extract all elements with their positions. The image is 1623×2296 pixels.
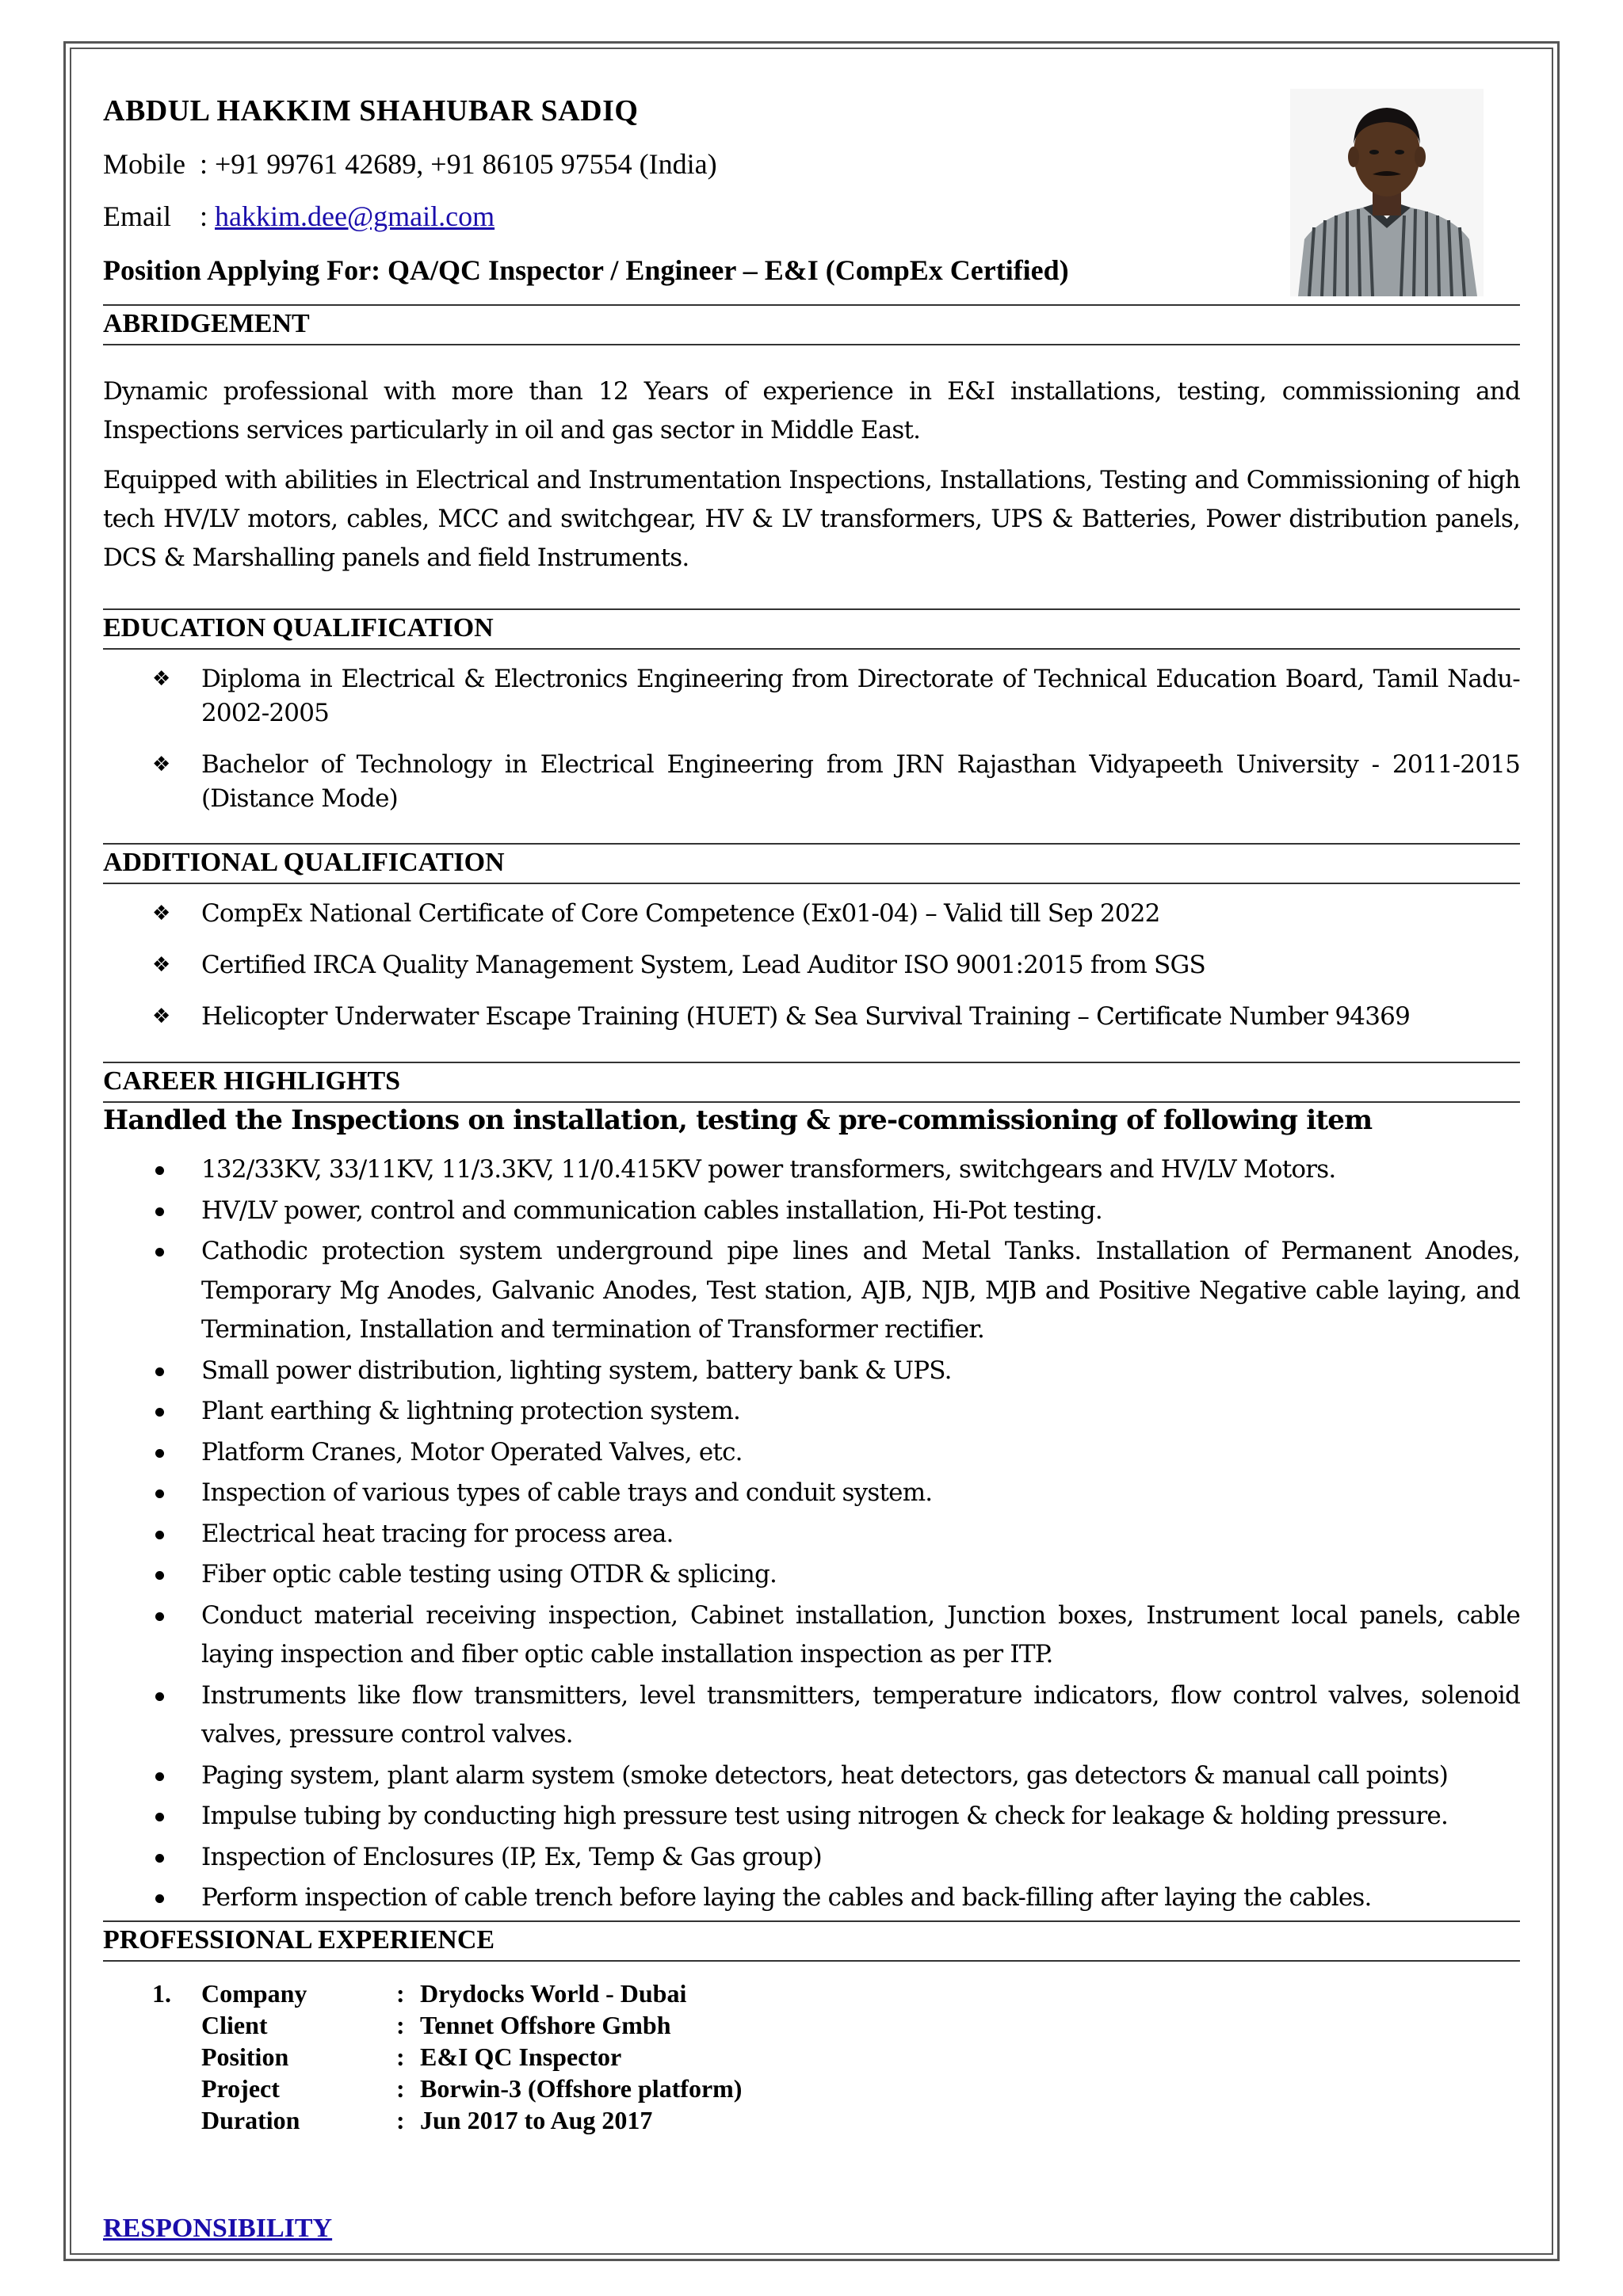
list-item: Inspection of Enclosures (IP, Ex, Temp & Gas group)	[103, 1838, 1520, 1878]
abridgement-paragraph-2: Equipped with abilities in Electrical and Instrumentation Inspections, Installations, Testing and Commissioning of high tech HV/LV motors, cables, MCC and switchgear, HV & LV transformers, UPS & Batteries, Power distribution panels, DCS & Marshalling panels and field Instruments.	[103, 466, 1520, 572]
list-item: ❖ Bachelor of Technology in Electrical Engineering from JRN Rajasthan Vidyapeeth University - 2011-2015 (Distance Mode)	[103, 748, 1520, 816]
additional-list	[103, 897, 1520, 1034]
divider	[103, 1062, 1520, 1063]
mobile-label: Mobile	[103, 148, 185, 180]
list-item: ❖ Diploma in Electrical & Electronics Engineering from Directorate of Technical Education Board, Tamil Nadu-2002-2005	[103, 662, 1520, 730]
section-title-education: EDUCATION QUALIFICATION	[103, 613, 494, 643]
divider	[103, 608, 1520, 610]
diamond-bullet-icon: ❖	[152, 902, 170, 925]
experience-row-duration: Duration : Jun 2017 to Aug 2017	[201, 2106, 653, 2134]
bullet-dot-icon	[155, 1489, 164, 1498]
email-colon: :	[200, 200, 208, 232]
list-item: ❖ Certified IRCA Quality Management System, Lead Auditor ISO 9001:2015 from SGS	[103, 948, 1520, 982]
list-item: Paging system, plant alarm system (smoke detectors, heat detectors, gas detectors & manual call points)	[103, 1756, 1520, 1796]
position-applying: Position Applying For: QA/QC Inspector / Engineer – E&I (CompEx Certified)	[103, 254, 1069, 286]
list-item: Small power distribution, lighting system, battery bank & UPS.	[103, 1352, 1520, 1391]
list-item: Instruments like flow transmitters, level transmitters, temperature indicators, flow control valves, solenoid valves, pressure control valves.	[103, 1676, 1520, 1755]
experience-row-company: Company : Drydocks World - Dubai	[201, 1979, 687, 2008]
mobile-value: : +91 99761 42689, +91 86105 97554 (India)	[200, 148, 717, 180]
profile-photo-image	[1290, 89, 1484, 296]
bullet-dot-icon	[155, 1813, 164, 1821]
list-item: ❖ CompEx National Certificate of Core Competence (Ex01-04) – Valid till Sep 2022	[103, 897, 1520, 931]
experience-row-position: Position : E&I QC Inspector	[201, 2042, 622, 2071]
divider	[103, 304, 1520, 306]
mobile-line	[103, 147, 717, 181]
bullet-dot-icon	[155, 1894, 164, 1903]
list-item: Inspection of various types of cable trays and conduit system.	[103, 1474, 1520, 1513]
email-link[interactable]: hakkim.dee@gmail.com	[215, 200, 495, 232]
candidate-name: ABDUL HAKKIM SHAHUBAR SADIQ	[103, 94, 639, 128]
bullet-dot-icon	[155, 1449, 164, 1458]
list-item: Electrical heat tracing for process area.	[103, 1515, 1520, 1554]
bullet-dot-icon	[155, 1612, 164, 1621]
section-title-additional: ADDITIONAL QUALIFICATION	[103, 848, 505, 877]
bullet-dot-icon	[155, 1248, 164, 1257]
section-title-abridgement: ABRIDGEMENT	[103, 309, 310, 338]
career-list	[103, 1150, 1520, 1920]
divider	[103, 843, 1520, 845]
list-item: ❖ Helicopter Underwater Escape Training (HUET) & Sea Survival Training – Certificate Number 94369	[103, 1000, 1520, 1034]
diamond-bullet-icon: ❖	[152, 753, 170, 776]
list-item: HV/LV power, control and communication cables installation, Hi-Pot testing.	[103, 1192, 1520, 1231]
abridgement-paragraph-1: Dynamic professional with more than 12 Years of experience in E&I installations, testing, commissioning and Inspections services particularly in oil and gas sector in Middle East.	[103, 377, 1520, 444]
list-item: Conduct material receiving inspection, Cabinet installation, Junction boxes, Instrument local panels, cable laying inspection and fiber optic cable installation inspection as per ITP.	[103, 1596, 1520, 1675]
list-item: Plant earthing & lightning protection system.	[103, 1392, 1520, 1432]
section-title-career: CAREER HIGHLIGHTS	[103, 1066, 401, 1096]
diamond-bullet-icon: ❖	[152, 953, 170, 977]
list-item: Platform Cranes, Motor Operated Valves, etc.	[103, 1433, 1520, 1473]
education-list	[103, 662, 1520, 816]
experience-row-project: Project : Borwin-3 (Offshore platform)	[201, 2074, 743, 2103]
experience-number: 1.	[152, 1979, 171, 2008]
section-title-experience: PROFESSIONAL EXPERIENCE	[103, 1925, 495, 1955]
bullet-dot-icon	[155, 1166, 164, 1175]
email-label: Email	[103, 200, 171, 232]
divider	[103, 1101, 1520, 1103]
bullet-dot-icon	[155, 1854, 164, 1863]
divider	[103, 344, 1520, 345]
bullet-dot-icon	[155, 1772, 164, 1781]
divider	[103, 883, 1520, 884]
divider	[103, 1960, 1520, 1962]
bullet-dot-icon	[155, 1692, 164, 1701]
list-item: 132/33KV, 33/11KV, 11/3.3KV, 11/0.415KV power transformers, switchgears and HV/LV Motors.	[103, 1150, 1520, 1190]
list-item: Perform inspection of cable trench before laying the cables and back-filling after laying the cables.	[103, 1878, 1520, 1918]
responsibility-link[interactable]: RESPONSIBILITY	[103, 2214, 333, 2243]
profile-photo	[1290, 89, 1484, 296]
experience-row-client: Client : Tennet Offshore Gmbh	[201, 2011, 671, 2039]
bullet-dot-icon	[155, 1531, 164, 1539]
bullet-dot-icon	[155, 1408, 164, 1417]
bullet-dot-icon	[155, 1367, 164, 1376]
divider	[103, 1920, 1520, 1922]
list-item: Impulse tubing by conducting high pressure test using nitrogen & check for leakage & holding pressure.	[103, 1797, 1520, 1836]
list-item: Cathodic protection system underground pipe lines and Metal Tanks. Installation of Permanent Anodes, Temporary Mg Anodes, Galvanic Anodes, Test station, AJB, NJB, MJB and Positive Negative cable laying, and Termination, Installation and termination of Transformer rectifier.	[103, 1232, 1520, 1350]
list-item: Fiber optic cable testing using OTDR & splicing.	[103, 1555, 1520, 1595]
email-line	[103, 200, 495, 233]
divider	[103, 648, 1520, 650]
diamond-bullet-icon: ❖	[152, 667, 170, 691]
bullet-dot-icon	[155, 1571, 164, 1580]
bullet-dot-icon	[155, 1207, 164, 1216]
career-subtitle: Handled the Inspections on installation, testing & pre-commissioning of following item	[103, 1104, 1373, 1136]
diamond-bullet-icon: ❖	[152, 1005, 170, 1028]
